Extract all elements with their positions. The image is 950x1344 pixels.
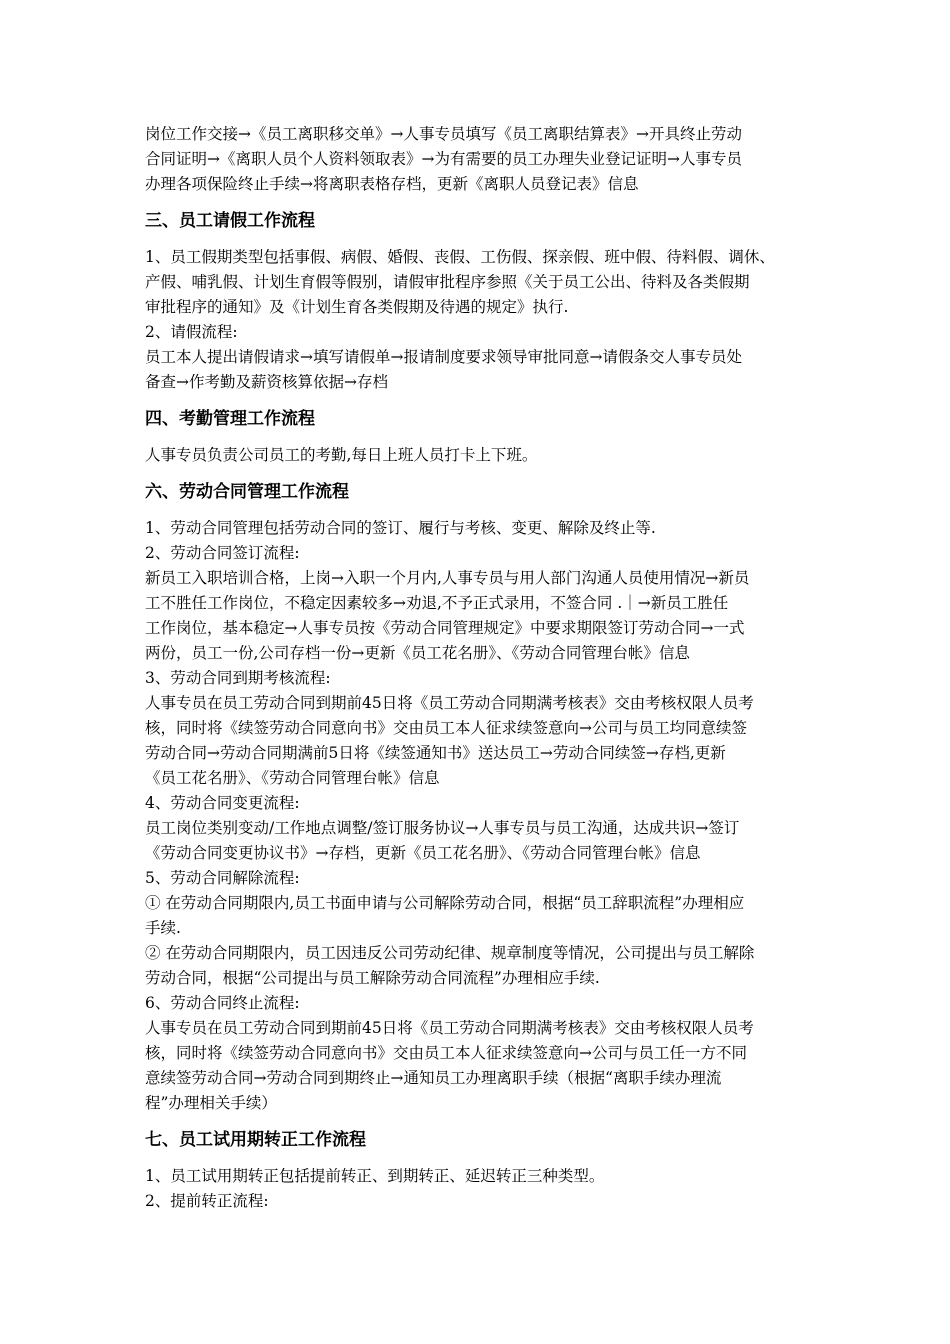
text-line: 合同证明→《离职人员个人资料领取表》→为有需要的员工办理失业登记证明→人事专员 [145,150,742,168]
text-line: 备查→作考勤及薪资核算依据→存档 [145,373,388,391]
text-line: 4、劳动合同变更流程: [145,794,300,812]
text-line: 两份，员工一份,公司存档一份→更新《员工花名册》、《劳动合同管理台帐》信息 [145,644,690,662]
text-line: 人事专员负责公司员工的考勤,每日上班人员打卡上下班。 [145,446,538,464]
text-line: 1、员工试用期转正包括提前转正、到期转正、延迟转正三种类型。 [145,1167,605,1185]
text-line: ① 在劳动合同期限内,员工书面申请与公司解除劳动合同，根据“员工辞职流程”办理相应 [145,894,745,912]
text-line: 员工本人提出请假请求→填写请假单→报请制度要求领导审批同意→请假条交人事专员处 [145,348,742,366]
text-line: 岗位工作交接→《员工离职移交单》→人事专员填写《员工离职结算表》→开具终止劳动 [145,125,742,143]
text-line: 人事专员在员工劳动合同到期前45日将《员工劳动合同期满考核表》交由考核权限人员考 [145,694,754,712]
section-body-probation [145,1164,825,1214]
text-line: 劳动合同→劳动合同期满前5日将《续签通知书》送达员工→劳动合同续签→存档,更新 [145,744,726,762]
text-line: 劳动合同，根据“公司提出与员工解除劳动合同流程”办理相应手续. [145,969,600,987]
text-line: 核，同时将《续签劳动合同意向书》交由员工本人征求续签意向→公司与员工任一方不同 [145,1044,747,1062]
section-heading-contract: 六、劳动合同管理工作流程 [145,482,349,502]
text-line: 《员工花名册》、《劳动合同管理台帐》信息 [145,769,440,787]
text-line: 工不胜任工作岗位，不稳定因素较多→劝退,不予正式录用，不签合同 .｜→新员工胜任 [145,594,729,612]
section-heading-leave: 三、员工请假工作流程 [145,211,315,231]
text-line: 员工岗位类别变动/工作地点调整/签订服务协议→人事专员与员工沟通，达成共识→签订 [145,819,740,837]
text-line: 新员工入职培训合格，上岗→入职一个月内,人事专员与用人部门沟通人员使用情况→新员 [145,569,750,587]
section-body-contract [145,516,825,1116]
text-line: 产假、哺乳假、计划生育假等假别，请假审批程序参照《关于员工公出、待料及各类假期 [145,273,750,291]
text-line: 1、劳动合同管理包括劳动合同的签订、履行与考核、变更、解除及终止等. [145,519,656,537]
text-line: 《劳动合同变更协议书》→存档，更新《员工花名册》、《劳动合同管理台帐》信息 [145,844,701,862]
text-line: 手续. [145,919,181,937]
text-line: 核，同时将《续签劳动合同意向书》交由员工本人征求续签意向→公司与员工均同意续签 [145,719,747,737]
text-line: 办理各项保险终止手续→将离职表格存档，更新《离职人员登记表》信息 [145,175,639,193]
section-body-attendance [145,443,825,468]
section-heading-attendance: 四、考勤管理工作流程 [145,409,315,429]
text-line: 1、员工假期类型包括事假、病假、婚假、丧假、工伤假、探亲假、班中假、待料假、调休、 [145,248,775,266]
intro-paragraph [145,122,825,197]
section-heading-probation: 七、员工试用期转正工作流程 [145,1130,366,1150]
text-line: 意续签劳动合同→劳动合同到期终止→通知员工办理离职手续（根据“离职手续办理流 [145,1069,722,1087]
text-line: ② 在劳动合同期限内，员工因违反公司劳动纪律、规章制度等情况，公司提出与员工解除 [145,944,755,962]
section-body-leave [145,245,825,395]
text-line: 5、劳动合同解除流程: [145,869,300,887]
text-line: 2、请假流程: [145,323,238,341]
text-line: 审批程序的通知》及《计划生育各类假期及待遇的规定》执行. [145,298,569,316]
text-line: 6、劳动合同终止流程: [145,994,300,1012]
text-line: 人事专员在员工劳动合同到期前45日将《员工劳动合同期满考核表》交由考核权限人员考 [145,1019,754,1037]
text-line: 2、提前转正流程: [145,1192,269,1210]
text-line: 程”办理相关手续） [145,1094,277,1112]
text-line: 3、劳动合同到期考核流程: [145,669,331,687]
document-page [145,122,825,1214]
text-line: 2、劳动合同签订流程: [145,544,300,562]
text-line: 工作岗位，基本稳定→人事专员按《劳动合同管理规定》中要求期限签订劳动合同→一式 [145,619,745,637]
